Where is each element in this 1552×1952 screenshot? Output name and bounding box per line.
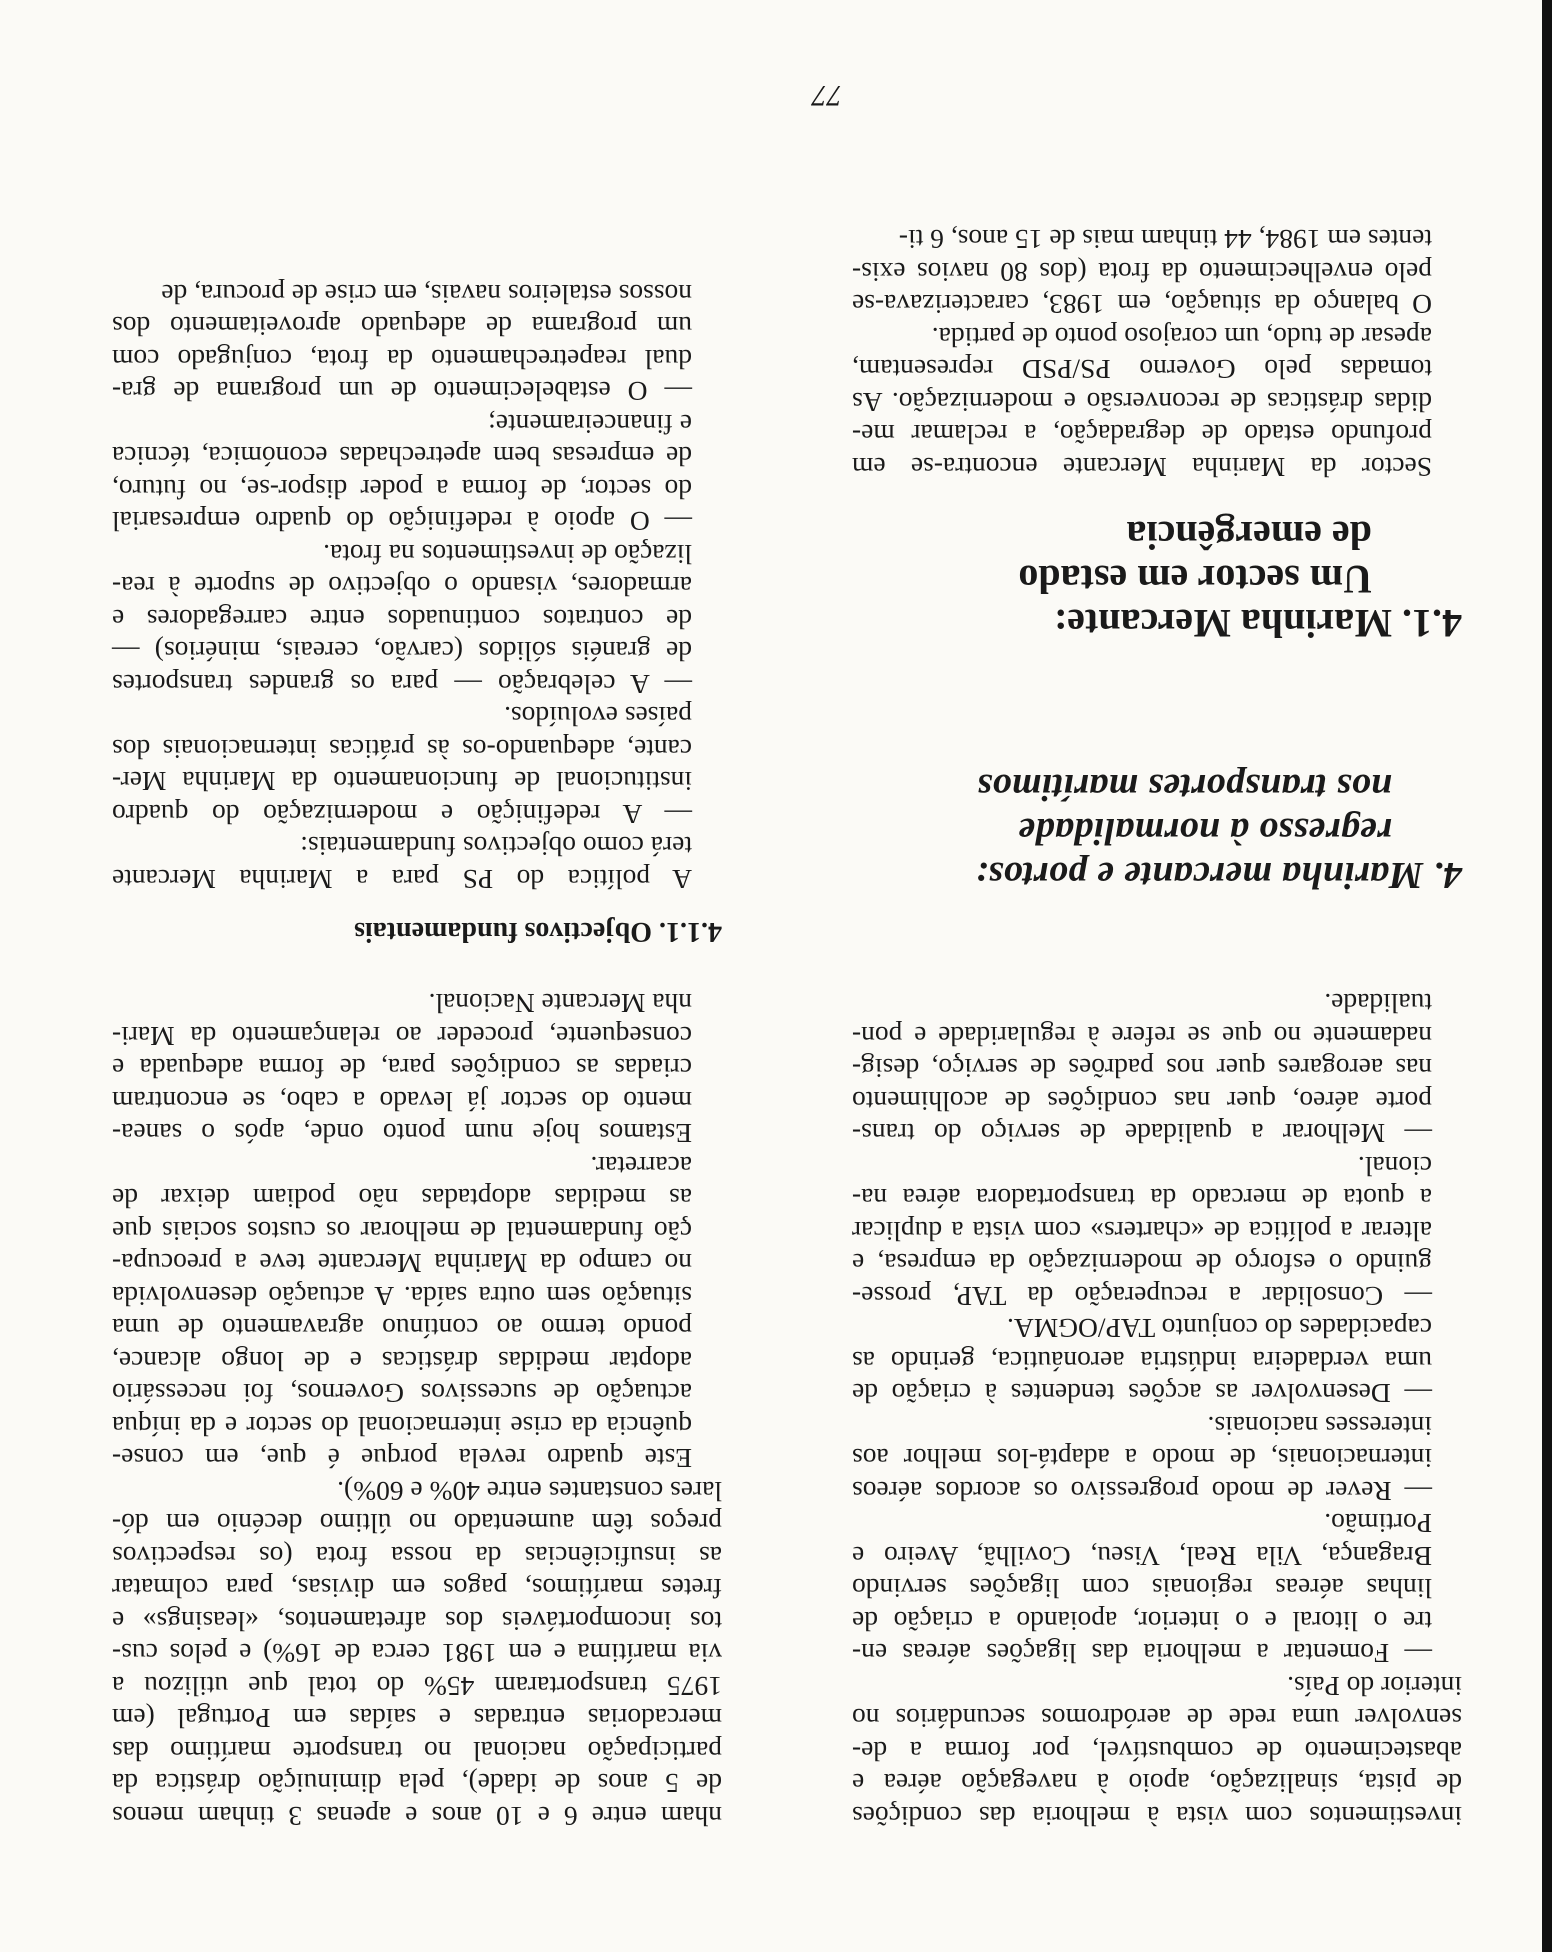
bullet-paragraph: — O estabelecimento de um programa de gra- dual reapetrechamento da frota, conjugado com um programa de adequado aproveitamento dos nossos estaleiros navais, em crise de procura, de — [112, 279, 692, 408]
bullet-paragraph: — Rever de modo progressivo os acordos aéreos internacionais, de modo a adaptá-los melhor aos interesses nacionais. — [852, 1411, 1432, 1507]
scan-edge-shadow — [1542, 0, 1552, 1952]
bullet-paragraph: — A celebração — para os grandes transportes de granéis sólidos (carvão, cereais, minérios) — de contratos continuados entre carregadores e armadores, visando o objectivo de suporte à rea- lização de investimentos na frota. — [112, 539, 692, 700]
bullet-paragraph: — Consolidar a recuperação da TAP, prosse- guindo o esforço de modernização da empresa, e alterar a política de «charters» com vista a duplicar a quota de mercado da transportadora aérea na- cional. — [852, 1151, 1432, 1312]
paragraph: A política do PS para a Marinha Mercante terá como objectivos fundamentais: — [112, 831, 692, 895]
page-number: 77 — [812, 79, 842, 112]
paragraph: O balanço da situação, em 1983, caracterizava-se pelo envelhecimento da frota (dos 80 navios exis- tentes em 1984, 44 tinham mais de 15 anos, 6 ti- — [852, 224, 1432, 321]
subsection-title: 4.1.1. Objectivos fundamentais — [354, 916, 722, 947]
chapter-title: 4. Marinha mercante e portos: regresso à normalidade nos transportes marítimos — [975, 766, 1462, 896]
section-title: 4.1. Marinha Mercante: Um sector em estado de emergência — [1018, 513, 1462, 646]
paragraph: Este quadro revela porque é que, em conse- quência da crise internacional do sector e da iníqua actuação de sucessivos Governos, foi necessário adoptar medidas drásticas e de longo alcance, pondo termo ao contínuo agravamento de uma situação sem outra saída. A actuação desenvolvida no campo da Marinha Mercante teve a preocupa- ção fundamental de melhorar os custos sociais que as medidas adoptadas não podiam deixar de acarretar. — [112, 1151, 692, 1475]
right-column — [112, 278, 722, 1833]
bullet-paragraph: — Fomentar a melhoria das ligações aéreas en- tre o litoral e o interior, apoiando a criação de linhas aéreas regionais com ligações servindo Bragança, Vila Real, Viseu, Covilhã, Aveiro e Portimão. — [852, 1508, 1432, 1670]
bullet-paragraph: — Desenvolver as acções tendentes à criação de uma verdadeira indústria aeronáutica, gerindo as capacidades do conjunto TAP/OGMA. — [852, 1313, 1432, 1410]
bullet-paragraph: — Melhorar a qualidade de serviço do trans- porte aéreo, quer nas condições de acolhimento nas aerogares quer nos padrões de serviço, desig- nadamente no que se refere à regularidade e pon- tualidade. — [852, 988, 1432, 1150]
paragraph: nham entre 6 e 10 anos e apenas 3 tinham menos de 5 anos de idade), pela diminuição drástica da participação nacional no transporte marítimo das mercadorias entradas e saídas em Portugal (em 1975 transportaram 45% do total que utilizou a via marítima e em 1981 cerca de 16%) e pelos cus- tos incomportáveis dos afretamentos, «leasings» e fretes marítimos, pagos em divisas, para colmatar as insuficiências da nossa frota (os respectivos preços têm aumentado no último decénio em dó- lares constantes entre 40% e 60%). — [112, 1476, 722, 1832]
paragraph: Sector da Marinha Mercante encontra-se em profundo estado de degradação, a reclamar me- didas drásticas de reconversão e modernização. As tomadas pelo Governo PS/PSD representam, apesar de tudo, um corajoso ponto de partida. — [852, 322, 1432, 483]
bullet-paragraph: — O apoio à redefinição do quadro empresarial do sector, de forma a poder dispor-se, no futuro, de empresas bem apetrechadas económica, técnica e financeiramente; — [112, 409, 692, 538]
bullet-paragraph: — A redefinição e modernização do quadro institucional de funcionamento da Marinha Mer- cante, adequando-os às práticas internacionais dos países evoluídos. — [112, 701, 692, 830]
paragraph: investimentos com vista à melhoria das condições de pista, sinalização, apoio à navegação aérea e abastecimento de combustível, por forma a de- senvolver uma rede de aeródromos secundários no interior do País. — [852, 1671, 1462, 1832]
left-column — [852, 223, 1462, 1832]
paragraph: Estamos hoje num ponto onde, após o sanea- mento do sector já levado a cabo, se encontram criadas as condições para, de forma adequada e consequente, proceder ao relançamento da Mari- nha Mercante Nacional. — [112, 988, 692, 1150]
